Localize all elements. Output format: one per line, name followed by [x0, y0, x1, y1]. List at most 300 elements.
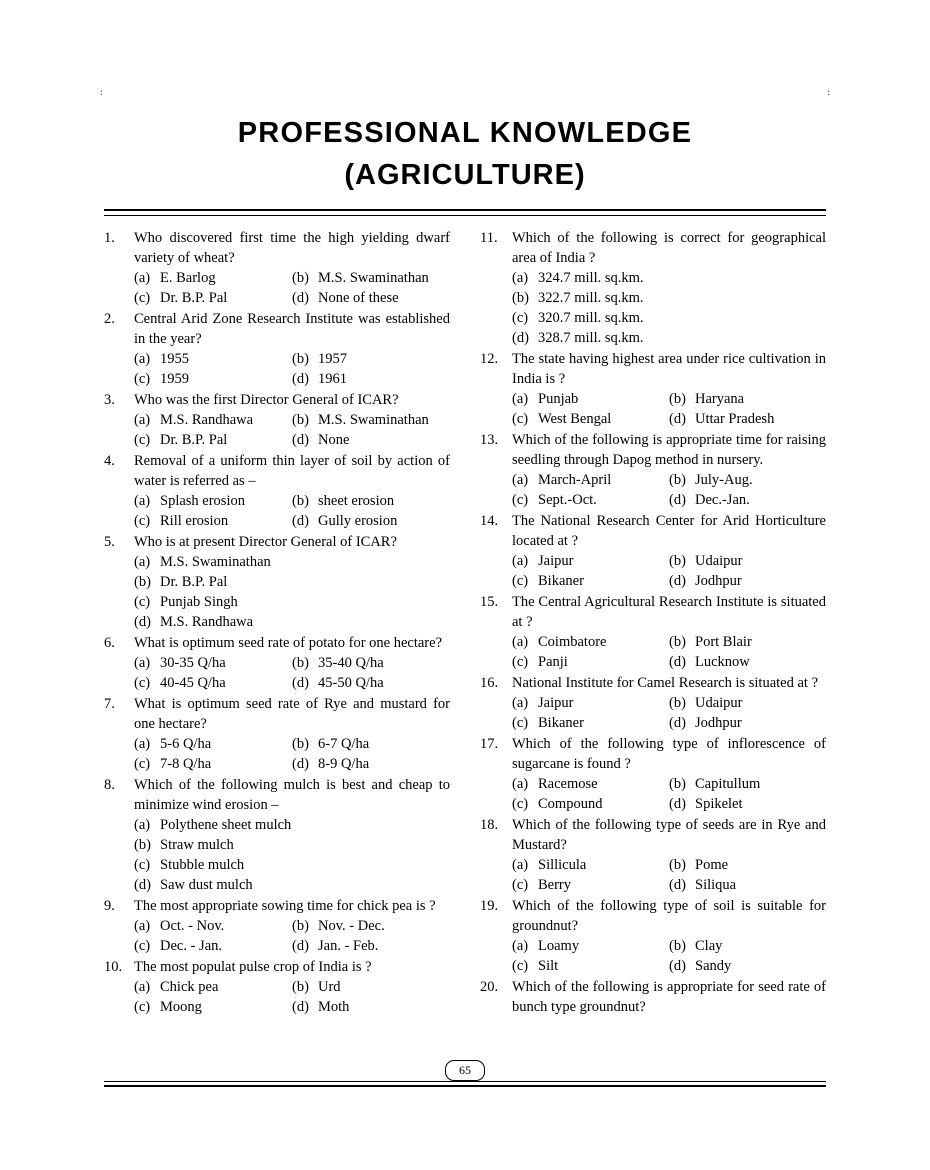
- option-label: Saw dust mulch: [160, 877, 253, 893]
- option-item[interactable]: [292, 369, 450, 389]
- question-body: [134, 532, 450, 632]
- option-item[interactable]: [134, 491, 292, 511]
- option-label: 5-6 Q/ha: [160, 736, 212, 752]
- option-label: E. Barlog: [160, 270, 216, 286]
- question-body: [134, 309, 450, 389]
- option-key: (d): [669, 411, 686, 427]
- question-body: [512, 977, 826, 1017]
- option-item[interactable]: [512, 693, 669, 713]
- option-key: (a): [512, 634, 529, 650]
- question-text: Who discovered first time the high yielding dwarf variety of wheat?: [134, 230, 450, 266]
- question-item: [480, 734, 826, 814]
- option-item[interactable]: [512, 409, 669, 429]
- question-number: 16.: [480, 675, 499, 691]
- question-body: [512, 349, 826, 429]
- option-key: (c): [512, 310, 529, 326]
- option-item[interactable]: [669, 693, 826, 713]
- title-line-2: (AGRICULTURE): [344, 159, 586, 191]
- option-label: None of these: [318, 290, 399, 306]
- option-item[interactable]: [292, 997, 450, 1017]
- option-key: (a): [134, 351, 151, 367]
- option-key: (a): [512, 938, 529, 954]
- option-item[interactable]: [669, 936, 826, 956]
- header-rule-thick: [104, 209, 826, 211]
- question-item: [104, 957, 450, 1017]
- option-label: 1957: [318, 351, 347, 367]
- option-key: (d): [669, 796, 686, 812]
- option-label: Gully erosion: [318, 513, 398, 529]
- question-text: The Central Agricultural Research Institute is situated at ?: [512, 594, 826, 630]
- option-list: [512, 389, 826, 429]
- question-text: The most populat pulse crop of India is ?: [134, 959, 372, 975]
- option-key: (d): [292, 999, 309, 1015]
- option-key: (a): [134, 493, 151, 509]
- question-text: Which of the following type of inflorescence of sugarcane is found ?: [512, 736, 826, 772]
- option-key: (c): [512, 492, 529, 508]
- option-key: (a): [134, 817, 151, 833]
- page-number: 65: [445, 1060, 485, 1081]
- option-key: (d): [292, 290, 309, 306]
- header-rule-thin: [104, 215, 826, 216]
- option-key: (b): [134, 574, 151, 590]
- option-key: (b): [292, 493, 309, 509]
- question-text: Which of the following type of soil is suitable for groundnut?: [512, 898, 826, 934]
- option-label: Dec.-Jan.: [695, 492, 750, 508]
- question-item: [480, 896, 826, 976]
- question-item: [104, 775, 450, 895]
- question-item: [104, 390, 450, 450]
- option-label: Splash erosion: [160, 493, 245, 509]
- title-line-1: PROFESSIONAL KNOWLEDGE: [237, 117, 693, 149]
- option-list: [134, 977, 450, 1017]
- question-item: [480, 511, 826, 591]
- option-item[interactable]: [512, 855, 669, 875]
- option-key: (c): [134, 756, 151, 772]
- option-label: Punjab: [538, 391, 579, 407]
- option-label: Dec. - Jan.: [160, 938, 223, 954]
- option-label: M.S. Randhawa: [160, 614, 254, 630]
- option-item[interactable]: [134, 268, 292, 288]
- option-label: Jaipur: [538, 553, 574, 569]
- footer-rule-thick: [104, 1085, 826, 1087]
- option-key: (a): [134, 918, 151, 934]
- option-key: (b): [669, 776, 686, 792]
- option-list: [134, 552, 450, 632]
- crop-mark-left: :: [100, 87, 103, 97]
- option-label: 1959: [160, 371, 189, 387]
- option-label: Punjab Singh: [160, 594, 238, 610]
- option-item[interactable]: [292, 734, 450, 754]
- question-number: 15.: [480, 594, 499, 610]
- option-item[interactable]: [134, 552, 450, 572]
- option-key: (b): [669, 553, 686, 569]
- option-label: 40-45 Q/ha: [160, 675, 226, 691]
- question-text: Who was the first Director General of ICAR?: [134, 392, 399, 408]
- question-text: Who is at present Director General of ICAR?: [134, 534, 397, 550]
- option-label: Haryana: [695, 391, 745, 407]
- option-label: Udaipur: [695, 695, 743, 711]
- question-item: [104, 451, 450, 531]
- option-label: 8-9 Q/ha: [318, 756, 370, 772]
- option-item[interactable]: [512, 794, 669, 814]
- option-item[interactable]: [292, 349, 450, 369]
- option-item[interactable]: [512, 470, 669, 490]
- question-column-left: [104, 228, 450, 1018]
- option-list: [512, 936, 826, 976]
- option-label: Sandy: [695, 958, 732, 974]
- option-list: [134, 815, 450, 895]
- option-label: Capitullum: [695, 776, 761, 792]
- option-item[interactable]: [512, 308, 826, 328]
- question-number: 19.: [480, 898, 499, 914]
- option-label: 30-35 Q/ha: [160, 655, 226, 671]
- question-number: 9.: [104, 898, 115, 914]
- option-label: M.S. Swaminathan: [318, 412, 429, 428]
- option-item[interactable]: [134, 511, 292, 531]
- option-item[interactable]: [292, 977, 450, 997]
- question-body: [134, 694, 450, 774]
- option-list: [134, 349, 450, 389]
- question-body: [134, 451, 450, 531]
- option-key: (a): [512, 391, 529, 407]
- option-key: (d): [669, 958, 686, 974]
- option-key: (d): [292, 432, 309, 448]
- option-label: Rill erosion: [160, 513, 229, 529]
- option-key: (c): [134, 675, 151, 691]
- option-key: (b): [292, 918, 309, 934]
- option-key: (a): [512, 472, 529, 488]
- option-item[interactable]: [512, 713, 669, 733]
- option-label: Jaipur: [538, 695, 574, 711]
- question-text: Removal of a uniform thin layer of soil by action of water is referred as –: [134, 453, 450, 489]
- option-key: (b): [669, 391, 686, 407]
- option-item[interactable]: [134, 835, 450, 855]
- option-label: Berry: [538, 877, 572, 893]
- option-item[interactable]: [512, 956, 669, 976]
- question-body: [134, 957, 450, 1017]
- option-key: (b): [134, 837, 151, 853]
- option-item[interactable]: [512, 571, 669, 591]
- option-item[interactable]: [669, 713, 826, 733]
- option-key: (d): [292, 675, 309, 691]
- option-label: 322.7 mill. sq.km.: [538, 290, 644, 306]
- option-key: (a): [512, 553, 529, 569]
- option-item[interactable]: [134, 754, 292, 774]
- option-list: [134, 410, 450, 450]
- option-list: [134, 491, 450, 531]
- option-key: (c): [134, 938, 151, 954]
- option-key: (d): [669, 654, 686, 670]
- option-label: Uttar Pradesh: [695, 411, 775, 427]
- question-text: The state having highest area under rice cultivation in India is ?: [512, 351, 826, 387]
- option-item[interactable]: [134, 673, 292, 693]
- option-label: None: [318, 432, 350, 448]
- question-text: The National Research Center for Arid Horticulture located at ?: [512, 513, 826, 549]
- option-list: [134, 734, 450, 774]
- question-columns: [104, 228, 826, 1018]
- option-item[interactable]: [512, 936, 669, 956]
- option-label: March-April: [538, 472, 612, 488]
- option-item[interactable]: [512, 632, 669, 652]
- question-number: 8.: [104, 777, 115, 793]
- option-label: 6-7 Q/ha: [318, 736, 370, 752]
- question-body: [134, 228, 450, 308]
- option-key: (c): [512, 796, 529, 812]
- option-key: (c): [134, 594, 151, 610]
- option-label: Bikaner: [538, 573, 584, 589]
- option-item[interactable]: [669, 632, 826, 652]
- question-item: [480, 228, 826, 348]
- option-item[interactable]: [292, 288, 450, 308]
- question-number: 10.: [104, 959, 123, 975]
- option-item[interactable]: [292, 936, 450, 956]
- option-label: Port Blair: [695, 634, 752, 650]
- option-label: Sillicula: [538, 857, 587, 873]
- option-item[interactable]: [292, 653, 450, 673]
- option-key: (b): [292, 655, 309, 671]
- option-label: M.S. Swaminathan: [160, 554, 271, 570]
- option-label: Stubble mulch: [160, 857, 245, 873]
- option-item[interactable]: [134, 815, 450, 835]
- option-item[interactable]: [292, 916, 450, 936]
- option-item[interactable]: [134, 977, 292, 997]
- option-list: [134, 653, 450, 693]
- option-label: Chick pea: [160, 979, 219, 995]
- question-item: [480, 977, 826, 1017]
- option-item[interactable]: [292, 430, 450, 450]
- question-number: 2.: [104, 311, 115, 327]
- option-item[interactable]: [134, 349, 292, 369]
- option-item[interactable]: [669, 389, 826, 409]
- question-item: [104, 694, 450, 774]
- question-body: [512, 430, 826, 510]
- option-key: (c): [134, 371, 151, 387]
- question-number: 7.: [104, 696, 115, 712]
- question-body: [512, 228, 826, 348]
- option-label: 7-8 Q/ha: [160, 756, 212, 772]
- option-label: 328.7 mill. sq.km.: [538, 330, 644, 346]
- option-key: (d): [292, 513, 309, 529]
- question-body: [512, 815, 826, 895]
- option-key: (c): [512, 411, 529, 427]
- option-label: M.S. Randhawa: [160, 412, 254, 428]
- question-text: Which of the following mulch is best and cheap to minimize wind erosion –: [134, 777, 450, 813]
- question-text: Which of the following is appropriate time for raising seedling through Dapog method in nursery.: [512, 432, 826, 468]
- option-label: Loamy: [538, 938, 580, 954]
- option-item[interactable]: [292, 511, 450, 531]
- option-item[interactable]: [669, 551, 826, 571]
- option-key: (c): [512, 877, 529, 893]
- question-item: [104, 532, 450, 632]
- option-label: Dr. B.P. Pal: [160, 290, 228, 306]
- option-key: (d): [669, 715, 686, 731]
- option-item[interactable]: [512, 389, 669, 409]
- option-item[interactable]: [134, 430, 292, 450]
- option-label: 35-40 Q/ha: [318, 655, 384, 671]
- option-key: (c): [134, 513, 151, 529]
- option-item[interactable]: [669, 571, 826, 591]
- footer-rule-thin: [104, 1081, 826, 1082]
- option-key: (d): [669, 877, 686, 893]
- option-label: Compound: [538, 796, 603, 812]
- option-item[interactable]: [134, 612, 450, 632]
- question-item: [104, 309, 450, 389]
- option-item[interactable]: [512, 652, 669, 672]
- option-label: Moong: [160, 999, 202, 1015]
- option-label: Sept.-Oct.: [538, 492, 597, 508]
- option-key: (a): [134, 655, 151, 671]
- question-number: 14.: [480, 513, 499, 529]
- option-item[interactable]: [134, 410, 292, 430]
- question-text: Central Arid Zone Research Institute was established in the year?: [134, 311, 450, 347]
- option-label: Oct. - Nov.: [160, 918, 225, 934]
- option-key: (b): [669, 472, 686, 488]
- option-item[interactable]: [134, 875, 450, 895]
- option-key: (c): [512, 958, 529, 974]
- option-label: 45-50 Q/ha: [318, 675, 384, 691]
- option-item[interactable]: [669, 470, 826, 490]
- option-key: (a): [512, 695, 529, 711]
- option-label: Straw mulch: [160, 837, 234, 853]
- option-label: Urd: [318, 979, 341, 995]
- option-key: (a): [134, 979, 151, 995]
- option-label: Clay: [695, 938, 723, 954]
- option-list: [512, 632, 826, 672]
- option-item[interactable]: [512, 328, 826, 348]
- question-text: National Institute for Camel Research is situated at ?: [512, 675, 819, 691]
- option-item[interactable]: [292, 673, 450, 693]
- option-item[interactable]: [134, 997, 292, 1017]
- option-label: 320.7 mill. sq.km.: [538, 310, 644, 326]
- question-item: [480, 592, 826, 672]
- option-key: (c): [134, 857, 151, 873]
- option-label: Dr. B.P. Pal: [160, 574, 228, 590]
- option-item[interactable]: [669, 652, 826, 672]
- question-number: 17.: [480, 736, 499, 752]
- question-number: 1.: [104, 230, 115, 246]
- question-text: Which of the following is correct for geographical area of India ?: [512, 230, 826, 266]
- option-key: (b): [292, 979, 309, 995]
- option-key: (b): [292, 351, 309, 367]
- question-body: [512, 511, 826, 591]
- option-key: (c): [512, 573, 529, 589]
- option-item[interactable]: [134, 855, 450, 875]
- question-item: [104, 896, 450, 956]
- option-item[interactable]: [669, 774, 826, 794]
- option-item[interactable]: [134, 734, 292, 754]
- question-number: 20.: [480, 979, 499, 995]
- option-item[interactable]: [512, 268, 826, 288]
- crop-mark-right: :: [827, 87, 830, 97]
- option-key: (a): [134, 554, 151, 570]
- option-item[interactable]: [669, 794, 826, 814]
- option-item[interactable]: [134, 916, 292, 936]
- question-number: 11.: [480, 230, 498, 246]
- option-key: (c): [512, 715, 529, 731]
- option-key: (c): [134, 999, 151, 1015]
- option-key: (d): [669, 492, 686, 508]
- option-key: (a): [512, 270, 529, 286]
- option-key: (a): [512, 857, 529, 873]
- option-item[interactable]: [669, 409, 826, 429]
- question-number: 13.: [480, 432, 499, 448]
- option-item[interactable]: [669, 490, 826, 510]
- question-body: [512, 673, 826, 733]
- option-key: (d): [292, 371, 309, 387]
- option-item[interactable]: [512, 490, 669, 510]
- option-key: (c): [134, 290, 151, 306]
- question-item: [104, 633, 450, 693]
- option-key: (b): [292, 270, 309, 286]
- option-list: [512, 470, 826, 510]
- option-key: (d): [134, 877, 151, 893]
- option-item[interactable]: [669, 875, 826, 895]
- option-list: [512, 693, 826, 733]
- option-key: (d): [134, 614, 151, 630]
- option-item[interactable]: [292, 754, 450, 774]
- option-item[interactable]: [292, 410, 450, 430]
- option-key: (b): [669, 938, 686, 954]
- option-item[interactable]: [512, 551, 669, 571]
- question-item: [104, 228, 450, 308]
- option-label: Panji: [538, 654, 568, 670]
- option-label: 324.7 mill. sq.km.: [538, 270, 644, 286]
- option-label: Jan. - Feb.: [318, 938, 379, 954]
- option-key: (c): [134, 432, 151, 448]
- question-body: [512, 734, 826, 814]
- option-key: (b): [669, 634, 686, 650]
- crop-marks: [100, 88, 830, 98]
- option-key: (a): [512, 776, 529, 792]
- option-item[interactable]: [669, 956, 826, 976]
- option-key: (c): [512, 654, 529, 670]
- question-item: [480, 815, 826, 895]
- option-list: [512, 268, 826, 348]
- option-label: Racemose: [538, 776, 598, 792]
- option-item[interactable]: [134, 653, 292, 673]
- question-number: 3.: [104, 392, 115, 408]
- question-item: [480, 673, 826, 733]
- question-body: [134, 775, 450, 895]
- option-key: (b): [292, 736, 309, 752]
- option-item[interactable]: [512, 288, 826, 308]
- option-label: Lucknow: [695, 654, 750, 670]
- option-item[interactable]: [134, 288, 292, 308]
- option-item[interactable]: [292, 491, 450, 511]
- option-label: Spikelet: [695, 796, 743, 812]
- question-column-right: [480, 228, 826, 1018]
- option-label: Siliqua: [695, 877, 737, 893]
- option-label: Dr. B.P. Pal: [160, 432, 228, 448]
- option-label: Pome: [695, 857, 729, 873]
- option-key: (b): [292, 412, 309, 428]
- option-item[interactable]: [512, 774, 669, 794]
- option-item[interactable]: [134, 572, 450, 592]
- question-item: [480, 430, 826, 510]
- option-item[interactable]: [512, 875, 669, 895]
- option-key: (a): [134, 736, 151, 752]
- option-key: (a): [134, 412, 151, 428]
- option-item[interactable]: [134, 592, 450, 612]
- option-item[interactable]: [134, 936, 292, 956]
- option-item[interactable]: [669, 855, 826, 875]
- option-list: [134, 268, 450, 308]
- question-text: The most appropriate sowing time for chick pea is ?: [134, 898, 436, 914]
- option-label: Silt: [538, 958, 559, 974]
- question-item: [480, 349, 826, 429]
- option-item[interactable]: [134, 369, 292, 389]
- option-item[interactable]: [292, 268, 450, 288]
